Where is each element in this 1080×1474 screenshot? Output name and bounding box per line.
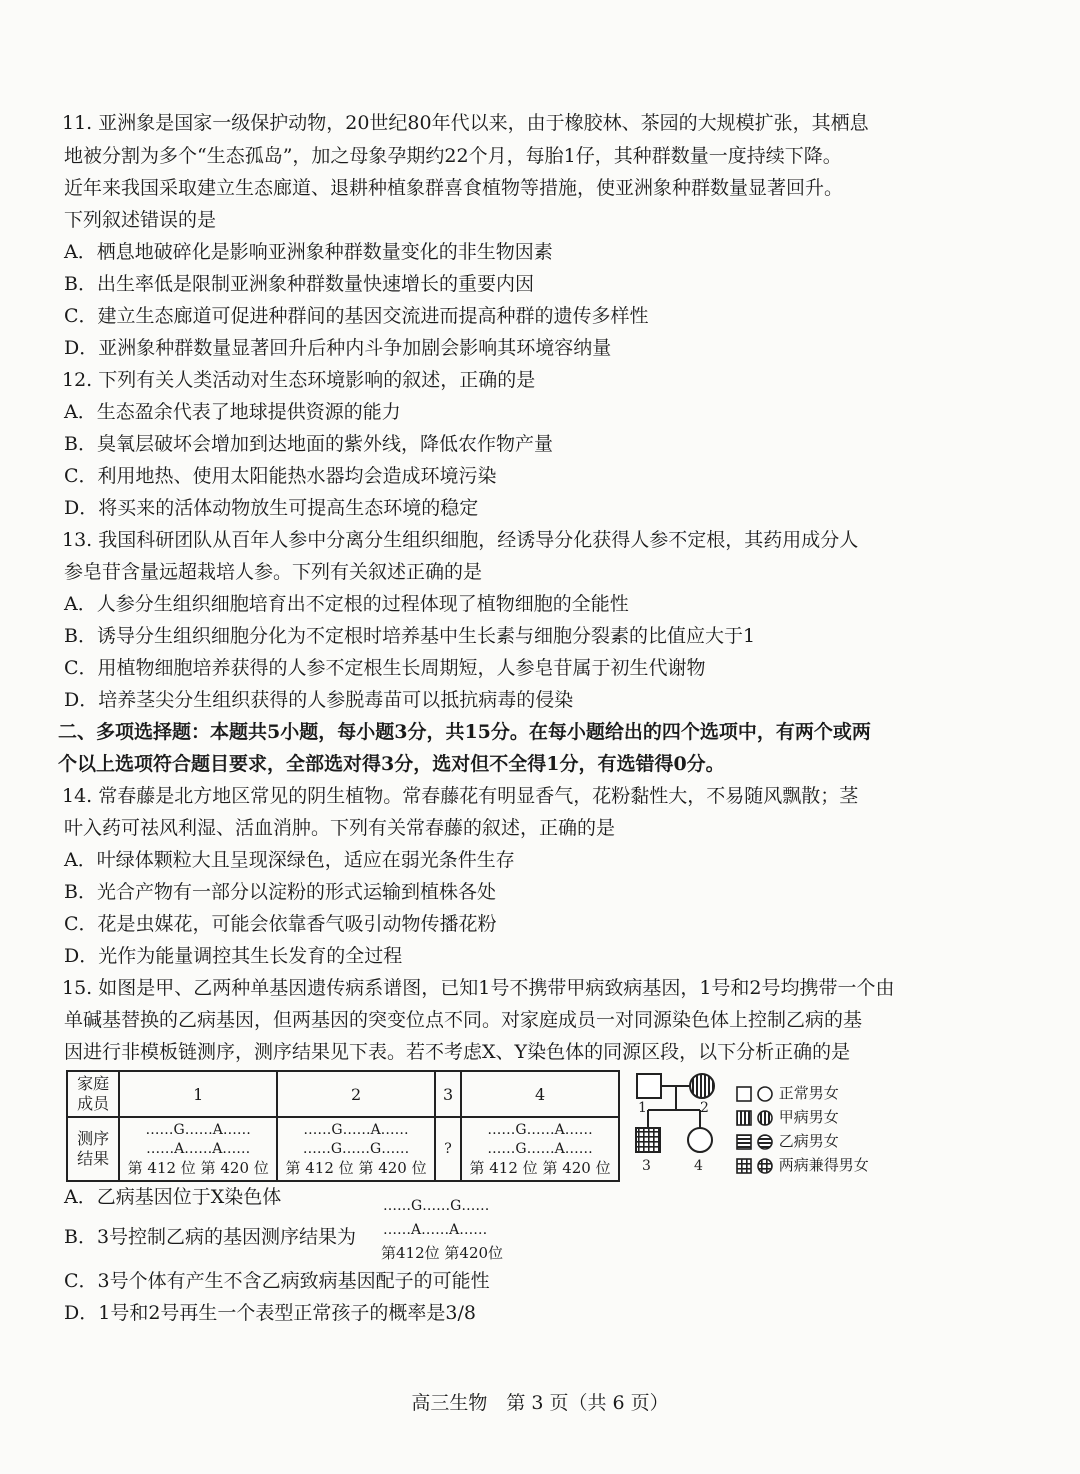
q11-option-a: A．栖息地破碎化是影响亚洲象种群数量变化的非生物因素 [64, 241, 553, 263]
legend-normal-label: 正常男女 [778, 1084, 839, 1102]
member-1-seq-line-2: ……A……A…… [146, 1140, 251, 1157]
q15-option-b: B．3号控制乙病的基因测序结果为 [64, 1226, 357, 1248]
seq-label-line-1: 测序 [77, 1129, 110, 1148]
q12-stem: 12. 下列有关人类活动对生态环境影响的叙述，正确的是 [62, 369, 536, 391]
pos-412: 第 412 位 [285, 1158, 354, 1177]
q15-option-c: C．3号个体有产生不含乙病致病基因配子的可能性 [64, 1270, 490, 1292]
q15-option-b-seq-line-2: ……A……A…… [383, 1222, 488, 1238]
section2-heading-line-1: 二、多项选择题：本题共5小题，每小题3分，共15分。在每小题给出的四个选项中，有两个或两 [58, 721, 871, 743]
legend-both [736, 1154, 869, 1176]
pedigree-individual-2 [690, 1074, 714, 1098]
pedigree-label-1: 1 [638, 1100, 647, 1116]
q14-option-a: A．叶绿体颗粒大且呈现深绿色，适应在弱光条件生存 [64, 849, 515, 871]
q15-stem-line-1: 15. 如图是甲、乙两种单基因遗传病系谱图，已知1号不携带甲病致病基因，1号和2号均携带一个由 [62, 977, 895, 999]
q11-stem-line-1: 11. 亚洲象是国家一级保护动物，20世纪80年代以来，由于橡胶林、茶园的大规模扩张，其栖息 [62, 112, 869, 134]
q12-option-d: D．将买来的活体动物放生可提高生态环境的稳定 [64, 497, 479, 519]
member-4-header: 4 [461, 1071, 619, 1117]
q14-stem-line-2: 叶入药可祛风利湿、活血消肿。下列有关常春藤的叙述，正确的是 [64, 817, 616, 839]
q13-option-d: D．培养茎尖分生组织获得的人参脱毒苗可以抵抗病毒的侵染 [64, 689, 574, 711]
normal-symbols-icon [736, 1086, 774, 1102]
q12-option-c: C．利用地热、使用太阳能热水器均会造成环境污染 [64, 465, 497, 487]
q13-option-a: A．人参分生组织细胞培育出不定根的过程体现了植物细胞的全能性 [64, 593, 629, 615]
legend-disease-b-label: 乙病男女 [778, 1132, 839, 1150]
legend-disease-a-label: 甲病男女 [778, 1108, 839, 1126]
member-2-sequence [277, 1117, 435, 1181]
member-1-positions [120, 1159, 276, 1178]
member-4-seq-line-1: ……G……A…… [487, 1121, 593, 1138]
member-2-positions [278, 1159, 434, 1178]
q13-stem-line-1: 13. 我国科研团队从百年人参中分离分生组织细胞，经诱导分化获得人参不定根，其药用成分人 [62, 529, 859, 551]
member-4-seq-line-2: ……G……A…… [487, 1140, 593, 1157]
member-1-sequence [119, 1117, 277, 1181]
member-2-seq-line-2: ……G……G…… [302, 1140, 410, 1157]
q11-option-b: B．出生率低是限制亚洲象种群数量快速增长的重要内因 [64, 273, 534, 295]
pedigree-label-4: 4 [694, 1158, 703, 1174]
q15-option-b-positions: 第412位 第420位 [381, 1244, 504, 1262]
q14-option-b: B．光合产物有一部分以淀粉的形式运输到植株各处 [64, 881, 496, 903]
q15-stem-line-2: 单碱基替换的乙病基因，但两基因的突变位点不同。对家庭成员一对同源染色体上控制乙病的基 [64, 1009, 863, 1031]
q13-option-c: C．用植物细胞培养获得的人参不定根生长周期短，人参皂苷属于初生代谢物 [64, 657, 706, 679]
member-2-header: 2 [277, 1071, 435, 1117]
q15-stem-line-3: 因进行非模板链测序，测序结果见下表。若不考虑X、Y染色体的同源区段，以下分析正确的是 [64, 1041, 851, 1063]
disease-b-symbols-icon [736, 1134, 774, 1150]
pos-412: 第 412 位 [469, 1158, 538, 1177]
seq-label-line-2: 结果 [77, 1149, 110, 1168]
q11-stem-line-2: 地被分割为多个“生态孤岛”，加之母象孕期约22个月，每胎1仔，其种群数量一度持续下降。 [64, 145, 842, 167]
q11-stem-line-4: 下列叙述错误的是 [64, 209, 217, 231]
pos-420: 第 420 位 [200, 1158, 269, 1177]
q14-stem-line-1: 14. 常春藤是北方地区常见的阴生植物。常春藤花有明显香气，花粉黏性大，不易随风飘散；茎 [62, 785, 859, 807]
header-label-line-2: 成员 [77, 1094, 110, 1113]
member-3-sequence: ? [435, 1117, 461, 1181]
member-4-sequence [461, 1117, 619, 1181]
table-header-label [67, 1071, 119, 1117]
pos-420: 第 420 位 [358, 1158, 427, 1177]
q15-option-a: A．乙病基因位于X染色体 [64, 1186, 282, 1208]
legend-both-label: 两病兼得男女 [778, 1156, 869, 1174]
sequencing-table [66, 1070, 620, 1182]
pedigree-individual-3 [636, 1128, 660, 1152]
legend-disease-b [736, 1130, 839, 1152]
q15-option-b-seq-line-1: ……G……G…… [383, 1198, 490, 1214]
disease-a-symbols-icon [736, 1110, 774, 1126]
legend-normal [736, 1082, 839, 1104]
member-3-header: 3 [435, 1071, 461, 1117]
q11-option-d: D．亚洲象种群数量显著回升后种内斗争加剧会影响其环境容纳量 [64, 337, 612, 359]
q12-option-b: B．臭氧层破坏会增加到达地面的紫外线，降低农作物产量 [64, 433, 553, 455]
pos-420: 第 420 位 [542, 1158, 611, 1177]
q14-option-d: D．光作为能量调控其生长发育的全过程 [64, 945, 403, 967]
q13-option-b: B．诱导分生组织细胞分化为不定根时培养基中生长素与细胞分裂素的比值应大于1 [64, 625, 756, 647]
pedigree-individual-1 [637, 1074, 661, 1098]
page-footer: 高三生物 第 3 页（共 6 页） [411, 1392, 669, 1414]
member-1-header: 1 [119, 1071, 277, 1117]
member-4-positions [462, 1159, 618, 1178]
legend-disease-a [736, 1106, 839, 1128]
q11-stem-line-3: 近年来我国采取建立生态廊道、退耕种植象群喜食植物等措施，使亚洲象种群数量显著回升。 [64, 177, 844, 199]
member-2-seq-line-1: ……G……A…… [303, 1121, 409, 1138]
pedigree-label-2: 2 [700, 1100, 709, 1116]
q12-option-a: A．生态盈余代表了地球提供资源的能力 [64, 401, 401, 423]
q14-option-c: C．花是虫媒花，可能会依靠香气吸引动物传播花粉 [64, 913, 497, 935]
pedigree-label-3: 3 [642, 1158, 651, 1174]
q11-option-c: C．建立生态廊道可促进种群间的基因交流进而提高种群的遗传多样性 [64, 305, 649, 327]
pos-412: 第 412 位 [127, 1158, 196, 1177]
table-seq-label [67, 1117, 119, 1181]
pedigree-individual-4 [688, 1128, 712, 1152]
section2-heading-line-2: 个以上选项符合题目要求，全部选对得3分，选对但不全得1分，有选错得0分。 [58, 753, 725, 775]
q15-option-d: D．1号和2号再生一个表型正常孩子的概率是3/8 [64, 1302, 476, 1324]
both-diseases-symbols-icon [736, 1158, 774, 1174]
q13-stem-line-2: 参皂苷含量远超栽培人参。下列有关叙述正确的是 [64, 561, 483, 583]
header-label-line-1: 家庭 [77, 1074, 110, 1093]
member-1-seq-line-1: ……G……A…… [145, 1121, 251, 1138]
